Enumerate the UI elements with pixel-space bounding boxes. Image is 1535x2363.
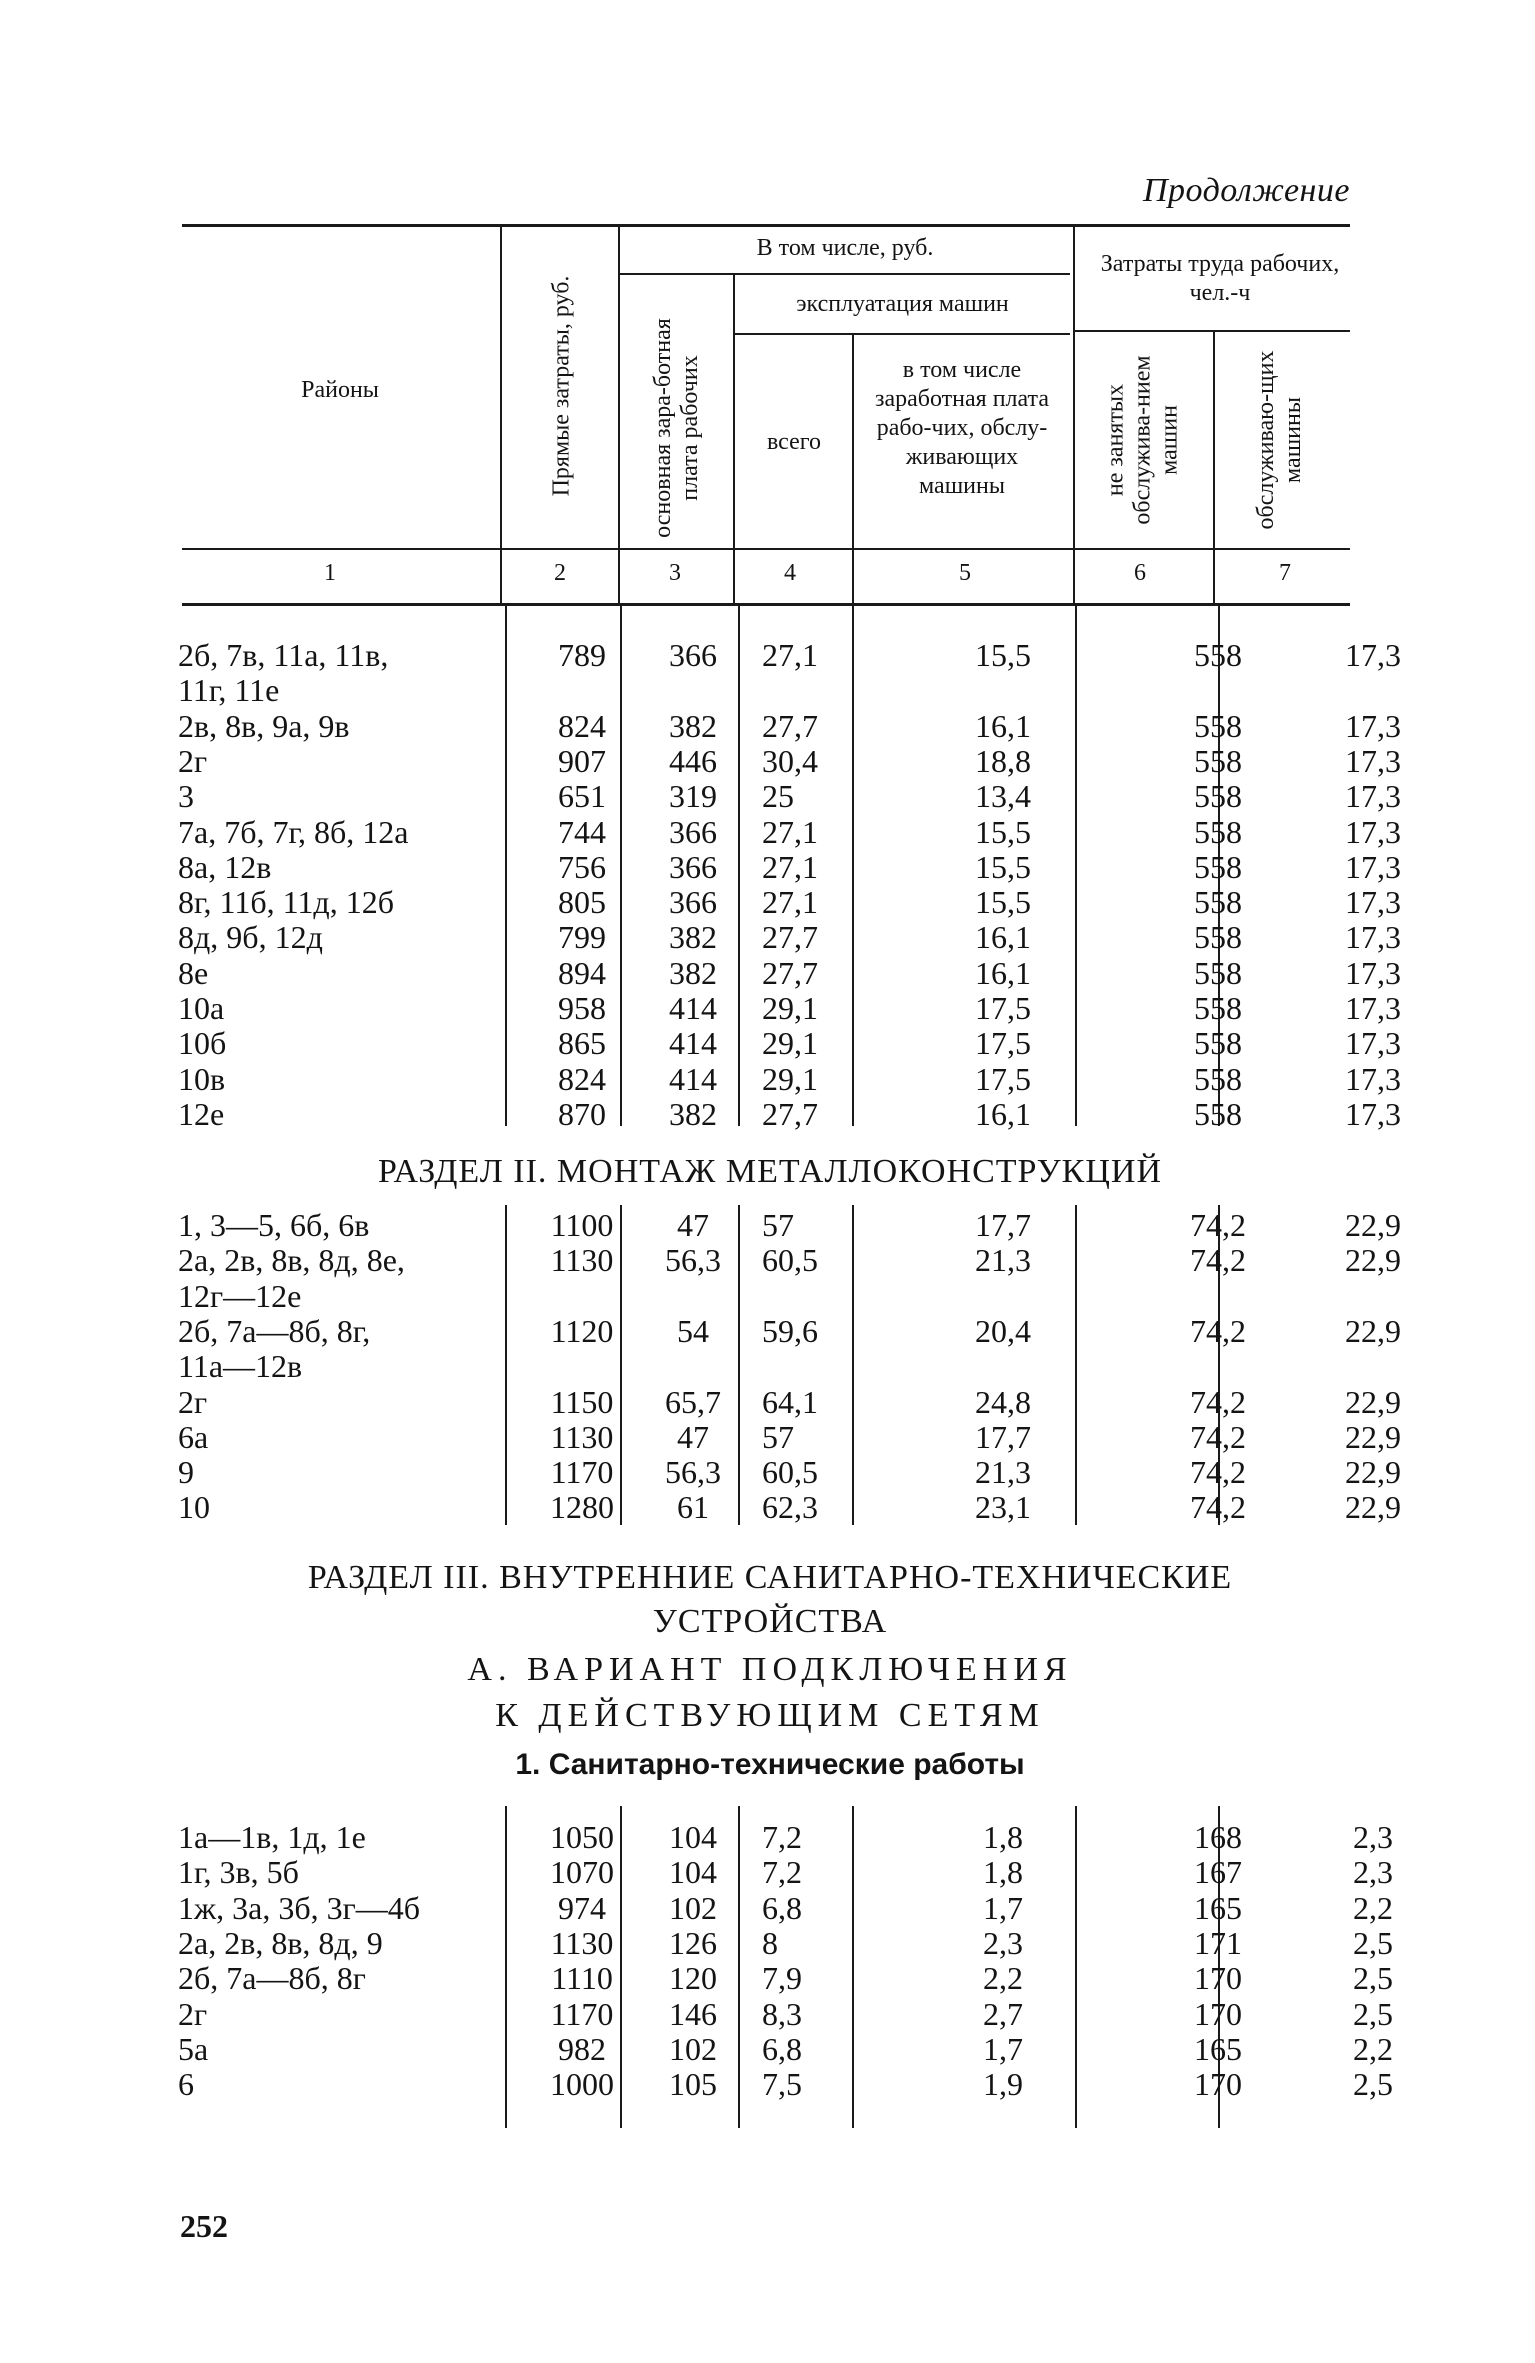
header-total: всего — [766, 429, 822, 455]
table-cell: 558 — [1194, 1095, 1242, 1132]
table-cell: 27,7 — [762, 919, 818, 956]
table-cell: 366 — [669, 884, 717, 921]
table-cell: 894 — [558, 954, 606, 991]
table-cell: 104 — [669, 1854, 717, 1891]
table-cell: 2б, 7а—8б, 8г — [178, 1960, 366, 1997]
rule-including — [620, 273, 1070, 275]
table-cell: 1070 — [550, 1854, 614, 1891]
table-cell: 9 — [178, 1454, 194, 1491]
table-row — [178, 1095, 1401, 1132]
colnum-7: 7 — [1279, 560, 1291, 586]
table-cell: 558 — [1194, 1025, 1242, 1062]
header-vline-1 — [500, 226, 502, 604]
table-cell: 8е — [178, 954, 209, 991]
table-cell: 10б — [178, 1025, 227, 1062]
table-cell: 824 — [558, 1060, 606, 1097]
table-row — [178, 1418, 1401, 1455]
table-cell: 2,3 — [983, 1924, 1023, 1961]
table-cell: 414 — [669, 1025, 717, 1062]
variant-title-line1: А. ВАРИАНТ ПОДКЛЮЧЕНИЯ — [467, 1651, 1073, 1688]
table-row — [178, 1060, 1401, 1097]
table-cell: 2б, 7в, 11а, 11в, — [178, 637, 389, 673]
table-cell: 165 — [1194, 2030, 1242, 2067]
table-cell: 18,8 — [975, 742, 1031, 779]
table-cell: 1130 — [550, 1418, 614, 1455]
table-row — [178, 778, 1401, 815]
table-cell: 168 — [1194, 1819, 1242, 1855]
table-cell: 7,2 — [762, 1854, 802, 1891]
table-cell: 57 — [762, 1207, 794, 1243]
table-cell: 27,1 — [762, 637, 818, 673]
table-cell: 17,5 — [975, 1060, 1031, 1097]
table-cell: 12е — [178, 1095, 225, 1132]
rule-colnum-bottom — [182, 603, 1350, 606]
table-row — [178, 637, 1401, 673]
table-cell: 3 — [178, 778, 194, 815]
table-row — [178, 1889, 1393, 1926]
header-vline-3 — [733, 274, 735, 604]
table-row — [178, 1854, 1393, 1891]
table-row — [178, 1924, 1393, 1961]
table-cell: 8а, 12в — [178, 848, 272, 885]
table-cell: 22,9 — [1345, 1454, 1401, 1491]
table-cell: 907 — [558, 742, 606, 779]
table-row — [178, 1819, 1393, 1855]
table-cell: 1, 3—5, 6б, 6в — [178, 1207, 370, 1243]
table-cell: 558 — [1194, 813, 1242, 850]
table-cell: 1,8 — [983, 1819, 1023, 1855]
table-cell: 17,3 — [1345, 637, 1401, 673]
table-cell: 22,9 — [1345, 1207, 1401, 1243]
table-cell: 6 — [178, 2066, 194, 2103]
table-cell: 2,3 — [1353, 1819, 1393, 1855]
table-cell: 120 — [669, 1960, 717, 1997]
table-cell: 1ж, 3а, 3б, 3г—4б — [178, 1889, 420, 1926]
table-cell: 17,3 — [1345, 884, 1401, 921]
table-cell: 30,4 — [762, 742, 818, 779]
table-cell: 1050 — [550, 1819, 614, 1855]
table-row — [178, 1489, 1401, 1526]
table-cell: 2,2 — [983, 1960, 1023, 1997]
table-row — [178, 1207, 1401, 1243]
table-cell: 2,5 — [1353, 2066, 1393, 2103]
table-row — [178, 990, 1401, 1026]
table-cell: 10 — [178, 1489, 210, 1526]
table-cell: 558 — [1194, 848, 1242, 885]
table-cell: 10а — [178, 990, 225, 1026]
header-serving: обслуживаю-щих машины — [1253, 350, 1306, 530]
header-base-wage: основная зара-ботная плата рабочих — [650, 318, 703, 538]
table-cell: 958 — [558, 990, 606, 1026]
table-cell: 2г — [178, 1995, 208, 2032]
table-cell: 17,3 — [1345, 707, 1401, 744]
table-cell: 1110 — [551, 1960, 613, 1997]
table-cell: 1000 — [550, 2066, 614, 2103]
table-cell: 74,2 — [1190, 1454, 1246, 1491]
table-cell: 2,5 — [1353, 1960, 1393, 1997]
colnum-2: 2 — [554, 560, 566, 586]
table-cell: 558 — [1194, 742, 1242, 779]
table-cell: 2б, 7а—8б, 8г, — [178, 1312, 371, 1349]
table-cell: 10в — [178, 1060, 226, 1097]
table-cell: 105 — [669, 2066, 717, 2103]
table-cell: 1100 — [550, 1207, 614, 1243]
table-cell: 558 — [1194, 707, 1242, 744]
table-cell: 824 — [558, 707, 606, 744]
table-cell: 744 — [558, 813, 606, 850]
table-row — [178, 954, 1401, 991]
table-cell: 17,5 — [975, 990, 1031, 1026]
table-cell: 1,7 — [983, 1889, 1023, 1926]
table-cell: 865 — [558, 1025, 606, 1062]
table-cell: 126 — [669, 1924, 717, 1961]
table-cell: 74,2 — [1190, 1383, 1246, 1420]
table-cell: 17,3 — [1345, 990, 1401, 1026]
table-cell: 17,5 — [975, 1025, 1031, 1062]
table-cell: 2,5 — [1353, 1995, 1393, 2032]
table-cell: 382 — [669, 919, 717, 956]
table-row — [178, 1349, 1368, 1384]
table-cell: 57 — [762, 1418, 794, 1455]
table-cell: 1а—1в, 1д, 1е — [178, 1819, 366, 1855]
table-cell: 47 — [677, 1207, 709, 1243]
table-cell: 414 — [669, 1060, 717, 1097]
table-row — [178, 884, 1401, 921]
table-row — [178, 1312, 1401, 1349]
table-cell: 1150 — [550, 1383, 614, 1420]
table-row — [178, 1279, 1368, 1314]
table-cell: 17,3 — [1345, 919, 1401, 956]
header-incl-wage: в том числе заработная плата рабо-чих, обслу-живающих машины — [875, 357, 1049, 499]
table-cell: 47 — [677, 1418, 709, 1455]
table-cell: 6,8 — [762, 2030, 802, 2067]
colnum-6: 6 — [1134, 560, 1146, 586]
header-vline-6 — [1213, 331, 1215, 604]
table-cell: 15,5 — [975, 637, 1031, 673]
table-cell: 2г — [178, 1383, 208, 1420]
table-cell: 446 — [669, 742, 717, 779]
rule-header-bottom — [182, 548, 1350, 550]
table-cell: 558 — [1194, 954, 1242, 991]
table-cell: 17,3 — [1345, 813, 1401, 850]
table-cell: 21,3 — [975, 1242, 1031, 1279]
table-cell: 17,3 — [1345, 778, 1401, 815]
table-cell: 23,1 — [975, 1489, 1031, 1526]
table-cell: 27,1 — [762, 884, 818, 921]
table-row — [178, 1383, 1401, 1420]
table-row — [178, 813, 1401, 850]
table-cell: 1г, 3в, 5б — [178, 1854, 299, 1891]
colnum-5: 5 — [959, 560, 971, 586]
table-cell: 1170 — [550, 1995, 614, 2032]
table-cell: 5а — [178, 2030, 209, 2067]
table-cell: 1120 — [550, 1312, 614, 1349]
table-cell: 170 — [1194, 2066, 1242, 2103]
table-cell: 382 — [669, 954, 717, 991]
section2-title: РАЗДЕЛ II. МОНТАЖ МЕТАЛЛОКОНСТРУКЦИЙ — [377, 1153, 1163, 1190]
header-top-rule — [182, 224, 1350, 227]
table-cell: 382 — [669, 1095, 717, 1132]
table-cell: 1,7 — [983, 2030, 1023, 2067]
table-cell: 8,3 — [762, 1995, 802, 2032]
table-cell: 17,3 — [1345, 954, 1401, 991]
continuation-label: Продолжение — [1142, 172, 1350, 209]
table-cell: 12г—12е — [178, 1277, 302, 1314]
table-cell: 74,2 — [1190, 1312, 1246, 1349]
table-row — [178, 1454, 1401, 1491]
table-cell: 64,1 — [762, 1383, 818, 1420]
table-cell: 167 — [1194, 1854, 1242, 1891]
table-row — [178, 742, 1401, 779]
table-cell: 756 — [558, 848, 606, 885]
table-cell: 2,5 — [1353, 1924, 1393, 1961]
table-cell: 29,1 — [762, 1025, 818, 1062]
table-cell: 982 — [558, 2030, 606, 2067]
table-cell: 558 — [1194, 1060, 1242, 1097]
table-cell: 558 — [1194, 884, 1242, 921]
table-cell: 22,9 — [1345, 1383, 1401, 1420]
table-row — [178, 1242, 1401, 1279]
table-cell: 2,2 — [1353, 1889, 1393, 1926]
table-cell: 6,8 — [762, 1889, 802, 1926]
table-cell: 2в, 8в, 9а, 9в — [178, 707, 350, 744]
table-cell: 799 — [558, 919, 606, 956]
table-cell: 870 — [558, 1095, 606, 1132]
table-cell: 1,8 — [983, 1854, 1023, 1891]
table-cell: 558 — [1194, 778, 1242, 815]
table-row — [178, 1995, 1393, 2032]
table-cell: 16,1 — [975, 1095, 1031, 1132]
table-cell: 6а — [178, 1418, 209, 1455]
table-cell: 102 — [669, 1889, 717, 1926]
table-cell: 789 — [558, 637, 606, 673]
table-cell: 170 — [1194, 1995, 1242, 2032]
table-cell: 27,1 — [762, 813, 818, 850]
table-cell: 56,3 — [665, 1242, 721, 1279]
table-cell: 29,1 — [762, 1060, 818, 1097]
table-cell: 15,5 — [975, 848, 1031, 885]
table-cell: 102 — [669, 2030, 717, 2067]
table-row — [178, 673, 1368, 708]
table-cell: 27,1 — [762, 848, 818, 885]
rule-machines — [735, 333, 1070, 335]
table-cell: 27,7 — [762, 707, 818, 744]
table-cell: 17,7 — [975, 1207, 1031, 1243]
table-row — [178, 2030, 1393, 2067]
table-cell: 171 — [1194, 1924, 1242, 1961]
colnum-4: 4 — [784, 560, 796, 586]
table-cell: 74,2 — [1190, 1242, 1246, 1279]
table-cell: 7,9 — [762, 1960, 802, 1997]
table-cell: 27,7 — [762, 1095, 818, 1132]
table-cell: 17,3 — [1345, 848, 1401, 885]
table-cell: 104 — [669, 1819, 717, 1855]
table-cell: 366 — [669, 637, 717, 673]
table-cell: 366 — [669, 813, 717, 850]
table-row — [178, 707, 1401, 744]
header-not-busy: не занятых обслужива-нием машин — [1102, 355, 1183, 525]
table-cell: 7а, 7б, 7г, 8б, 12а — [178, 813, 409, 850]
table-row — [178, 848, 1401, 885]
header-vline-5 — [1073, 226, 1075, 604]
table-cell: 8г, 11б, 11д, 12б — [178, 884, 394, 921]
table-cell: 25 — [762, 778, 794, 815]
table-cell: 558 — [1194, 990, 1242, 1026]
table-cell: 15,5 — [975, 884, 1031, 921]
table-cell: 22,9 — [1345, 1242, 1401, 1279]
table-cell: 2а, 2в, 8в, 8д, 9 — [178, 1924, 383, 1961]
table-cell: 2а, 2в, 8в, 8д, 8е, — [178, 1242, 405, 1279]
header-direct-costs: Прямые затраты, руб. — [548, 275, 575, 497]
table-cell: 1130 — [550, 1242, 614, 1279]
colnum-3: 3 — [669, 560, 681, 586]
table-cell: 165 — [1194, 1889, 1242, 1926]
table-cell: 60,5 — [762, 1242, 818, 1279]
table-cell: 27,7 — [762, 954, 818, 991]
header-machine-operation: эксплуатация машин — [796, 291, 1009, 317]
table-cell: 146 — [669, 1995, 717, 2032]
table-cell: 170 — [1194, 1960, 1242, 1997]
table-cell: 7,5 — [762, 2066, 802, 2103]
table-cell: 17,3 — [1345, 1060, 1401, 1097]
table-cell: 974 — [558, 1889, 606, 1926]
table-cell: 1280 — [550, 1489, 614, 1526]
table-cell: 414 — [669, 990, 717, 1026]
table-cell: 24,8 — [975, 1383, 1031, 1420]
table-cell: 8д, 9б, 12д — [178, 919, 323, 956]
table-cell: 16,1 — [975, 919, 1031, 956]
table-cell: 558 — [1194, 919, 1242, 956]
table-cell: 22,9 — [1345, 1418, 1401, 1455]
table-cell: 2,2 — [1353, 2030, 1393, 2067]
table-cell: 60,5 — [762, 1454, 818, 1491]
section3-title-line1: РАЗДЕЛ III. ВНУТРЕННИЕ САНИТАРНО-ТЕХНИЧЕСКИЕ — [307, 1559, 1233, 1596]
table-cell: 29,1 — [762, 990, 818, 1026]
table-cell: 56,3 — [665, 1454, 721, 1491]
table-cell: 16,1 — [975, 954, 1031, 991]
table-cell: 1,9 — [983, 2066, 1023, 2103]
table-cell: 2,3 — [1353, 1854, 1393, 1891]
table-cell: 22,9 — [1345, 1312, 1401, 1349]
table-cell: 22,9 — [1345, 1489, 1401, 1526]
table-cell: 2г — [178, 742, 208, 779]
table-cell: 1130 — [550, 1924, 614, 1961]
colnum-1: 1 — [324, 560, 336, 586]
table-cell: 2,7 — [983, 1995, 1023, 2032]
table-row — [178, 2066, 1393, 2103]
section3-title-line2: УСТРОЙСТВА — [652, 1603, 888, 1640]
header-districts: Районы — [301, 377, 379, 403]
table-cell: 319 — [669, 778, 717, 815]
header-vline-4 — [852, 334, 854, 604]
header-labor-costs: Затраты труда рабочих, чел.-ч — [1100, 251, 1340, 306]
table-cell: 17,3 — [1345, 1025, 1401, 1062]
header-including: В том числе, руб. — [756, 235, 934, 261]
table-cell: 15,5 — [975, 813, 1031, 850]
table-cell: 54 — [677, 1312, 709, 1349]
table-cell: 1170 — [550, 1454, 614, 1491]
table-cell: 65,7 — [665, 1383, 721, 1420]
table-cell: 651 — [558, 778, 606, 815]
table-cell: 74,2 — [1190, 1489, 1246, 1526]
table-cell: 21,3 — [975, 1454, 1031, 1491]
table-row — [178, 1025, 1401, 1062]
page-number: 252 — [180, 2208, 228, 2244]
table-cell: 11г, 11е — [178, 672, 280, 709]
table-cell: 7,2 — [762, 1819, 802, 1855]
table-cell: 558 — [1194, 637, 1242, 673]
table-cell: 13,4 — [975, 778, 1031, 815]
table-cell: 59,6 — [762, 1312, 818, 1349]
table-cell: 61 — [677, 1489, 709, 1526]
table-cell: 74,2 — [1190, 1418, 1246, 1455]
table-row — [178, 1960, 1393, 1997]
table-cell: 16,1 — [975, 707, 1031, 744]
table-cell: 805 — [558, 884, 606, 921]
table-cell: 74,2 — [1190, 1207, 1246, 1243]
table-row — [178, 919, 1401, 956]
variant-title-line2: К ДЕЙСТВУЮЩИМ СЕТЯМ — [495, 1697, 1045, 1734]
table-cell: 20,4 — [975, 1312, 1031, 1349]
table-cell: 366 — [669, 848, 717, 885]
table-cell: 382 — [669, 707, 717, 744]
table-cell: 17,3 — [1345, 742, 1401, 779]
table-cell: 8 — [762, 1924, 778, 1961]
table-cell: 17,7 — [975, 1418, 1031, 1455]
table-cell: 11а—12в — [178, 1348, 303, 1385]
table-cell: 62,3 — [762, 1489, 818, 1526]
table-cell: 17,3 — [1345, 1095, 1401, 1132]
subsection-title: 1. Санитарно-технические работы — [515, 1748, 1025, 1781]
header-vline-2 — [618, 226, 620, 604]
